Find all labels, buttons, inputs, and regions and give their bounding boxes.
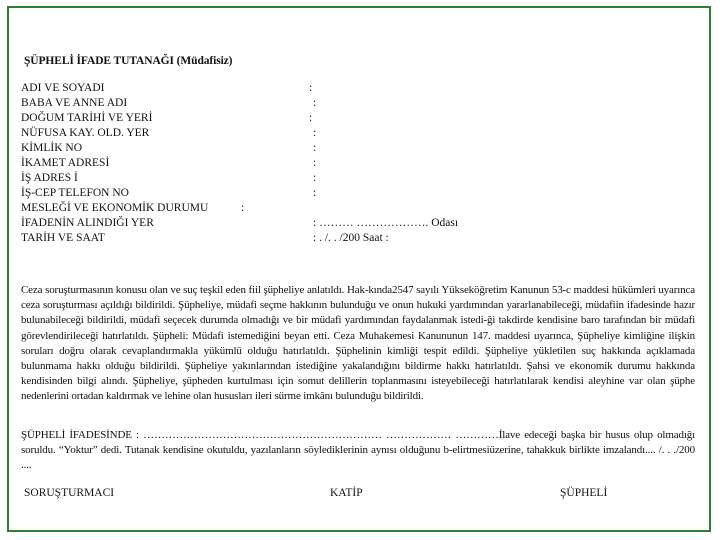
field-label: MESLEĞİ VE EKONOMİK DURUMU — [21, 202, 209, 214]
field-label: NÜFUSA KAY. OLD. YER — [21, 127, 150, 139]
field-value: : — [313, 142, 317, 154]
signature-suspect: ŞÜPHELİ — [560, 487, 608, 499]
field-label: İŞ-CEP TELEFON NO — [21, 187, 129, 199]
statement-paragraph: ŞÜPHELİ İFADESİNDE : ………………………………………………………… ……………… …………İlave edeceği başka bir husus olup olmadığı soruldu. “Yoktur” dedi. Tutanak kendisine okutuldu, yazılanların söylediklerinin aynısı olduğunu b-elirtmesiüzerine, tahakkuk birlikte imzalandı.... /. . ./200 .... — [21, 429, 695, 472]
field-value: : — [241, 202, 245, 214]
signature-investigator: SORUŞTURMACI — [24, 487, 115, 499]
field-value: : — [309, 112, 313, 124]
field-value: : — [309, 82, 313, 94]
field-label: DOĞUM TARİHİ VE YERİ — [21, 112, 153, 124]
field-label: ADI VE SOYADI — [21, 82, 105, 94]
field-value: : . /. . /200 Saat : — [313, 232, 389, 244]
field-value: : — [313, 127, 317, 139]
field-label: TARİH VE SAAT — [21, 232, 105, 244]
field-label: İKAMET ADRESİ — [21, 157, 110, 169]
procedure-paragraph: Ceza soruşturmasının konusu olan ve suç teşkil eden fiil şüpheliye anlatıldı. Hak-kında2547 sayılı Yükseköğretim Kanunun 53-c maddesi hükümleri uyarınca ceza soruşturması açıldığı bildirildi. Şüpheliye, müdafi seçme hakkının bulunduğu ve onun hukuki yardımından yararlanabileceği, müdafiin ifadesinde hazır bulunabileceği bildirildi, müdafi seçecek durumda olmadığı ve bir müdafi yardımından faydalanmak istedi-ği takdirde kendisine baro tarafından bir müdafi görevlendirileceği hatırlatıldı. Şüpheli: Müdafi istemediğini beyan etti. Ceza Muhakemesi Kanununun 147. maddesi uyarınca, Şüpheliye kimliğine ilişkin soruları doğru olarak cevaplandırmakla yükümlü olduğu hatırlatıldı. Şüphelinin kimliği tespit edildi. Şüpheliye yükletilen suç hakkında açıklamada bulunmama hakkı olduğu bildirildi. Şüpheliye yakınlarından istediğine yakalandığını bildirme hakkı hatırlatıldı. Şahsi ve ekonomik durumu hakkında kendisinden bilgi alındı. Şüpheliye, şüpheden kurtulması için somut delillerin toplanmasını isteyebileceği hatırlatılarak kendisi aleyhine var olan şüphe nedenlerini ortadan kaldırmak ve lehine olan hususları ileri sürme imkânı bulunduğu bildirildi. — [21, 284, 695, 403]
document-title: ŞÜPHELİ İFADE TUTANAĞI (Müdafisiz) — [24, 55, 233, 67]
field-label: İŞ ADRES İ — [21, 172, 78, 184]
field-value: : — [313, 157, 317, 169]
field-value: : — [313, 187, 317, 199]
field-label: KİMLİK NO — [21, 142, 83, 154]
field-label: İFADENİN ALINDIĞI YER — [21, 217, 154, 229]
field-value: : — [313, 172, 317, 184]
field-value: : — [313, 97, 317, 109]
signature-clerk: KATİP — [330, 487, 363, 499]
field-label: BABA VE ANNE ADI — [21, 97, 128, 109]
field-value: : ……… ………………. Odası — [313, 217, 459, 229]
